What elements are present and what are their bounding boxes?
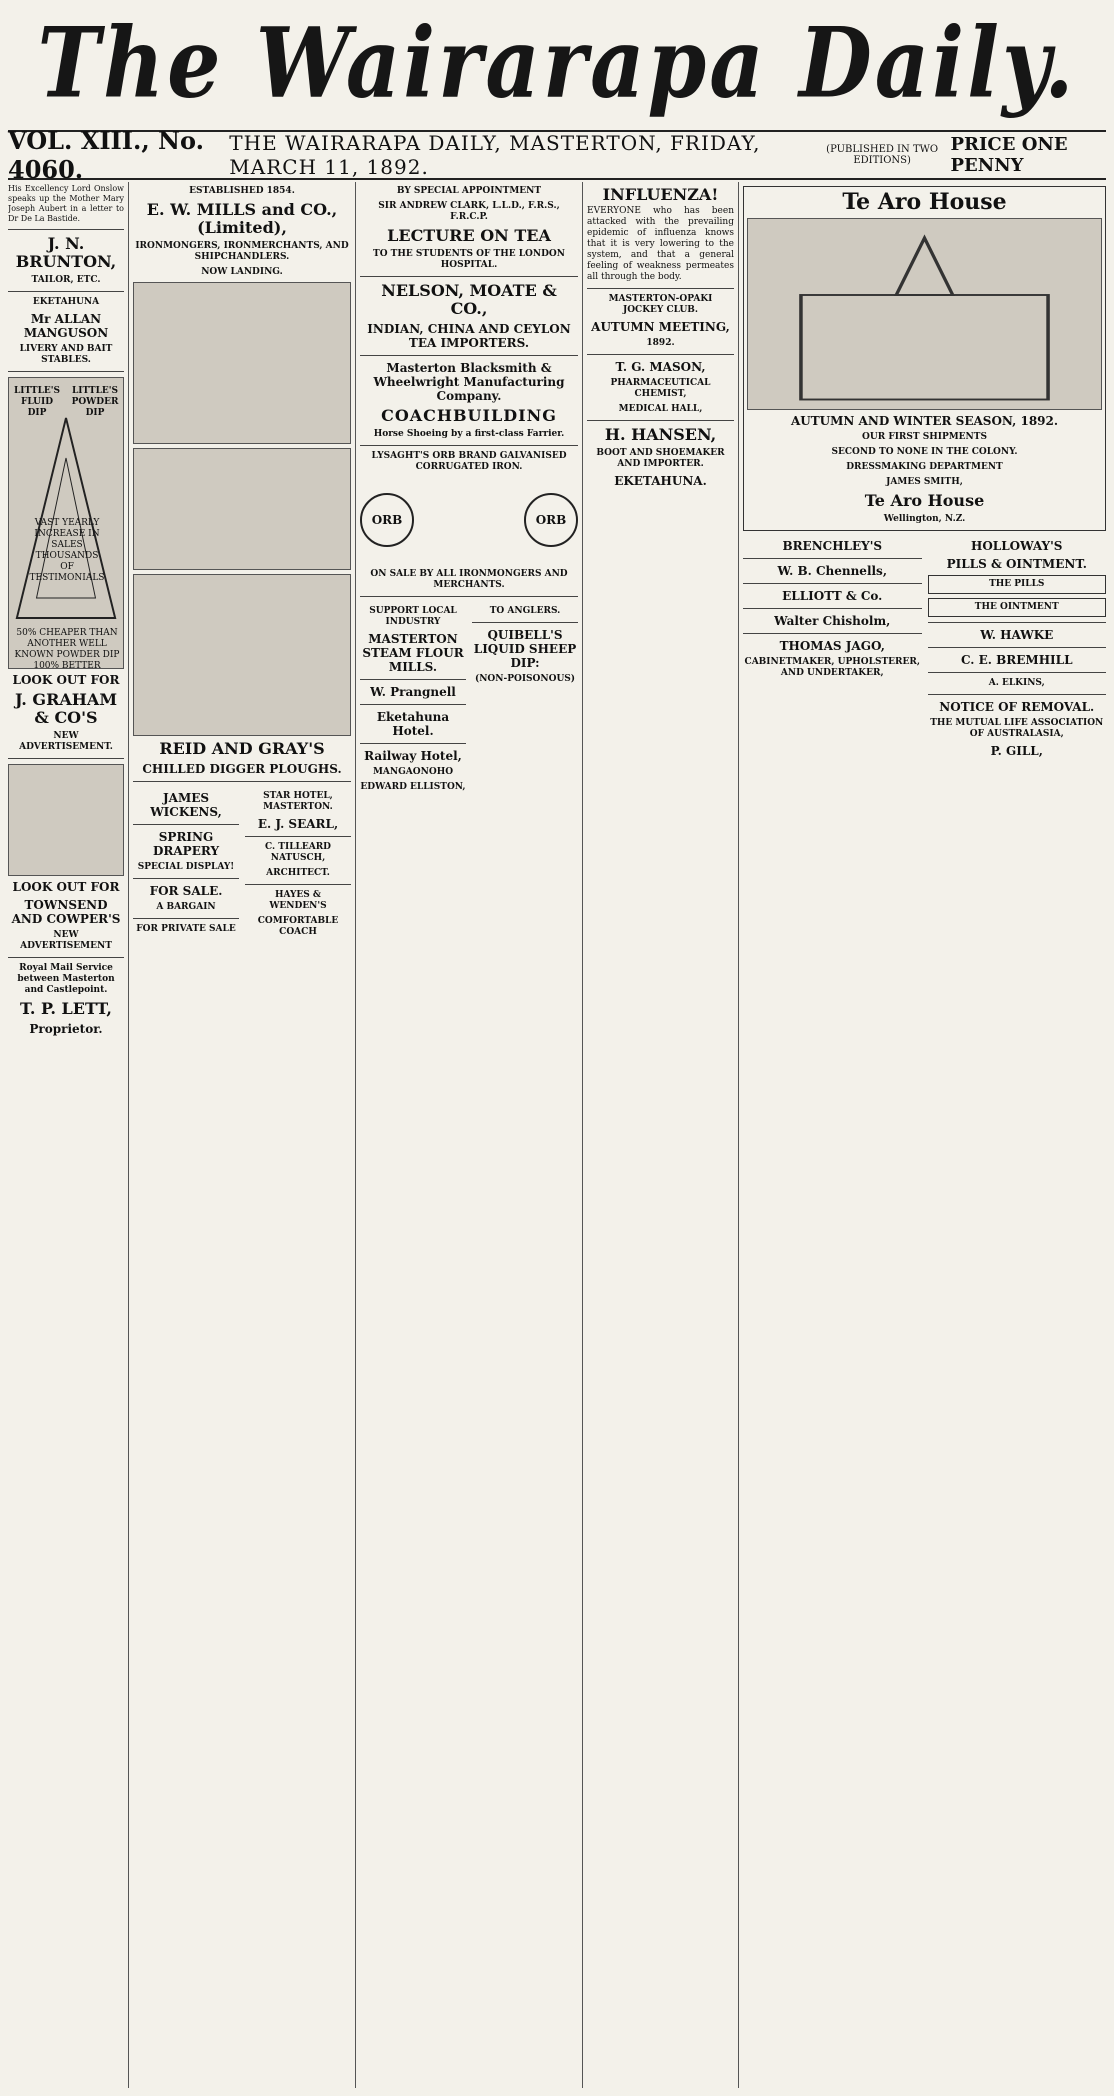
divider [245, 884, 351, 885]
divider [743, 583, 922, 584]
divider [8, 758, 124, 759]
divider [360, 276, 578, 277]
column-3 [360, 182, 578, 2088]
divider [587, 288, 734, 289]
divider [928, 622, 1107, 623]
mangusson-name: Mr ALLAN MANGUSON [23, 312, 109, 340]
lecture-title: LECTURE ON TEA [387, 226, 551, 245]
column-rule [582, 182, 583, 2088]
elliott-name: ELLIOTT & Co. [782, 589, 883, 603]
jago-sub: CABINETMAKER, UPHOLSTERER, AND UNDERTAKER, [744, 657, 920, 678]
jockey-club: MASTERTON-OPAKI JOCKEY CLUB. [608, 294, 713, 315]
divider [245, 836, 351, 837]
divider [928, 647, 1107, 648]
divider [360, 445, 578, 446]
quibell-title: QUIBELL'S LIQUID SHEEP DIP: [473, 628, 577, 670]
publication-note: (PUBLISHED IN TWO EDITIONS) [826, 144, 939, 166]
eketahuna-hotel: Eketahuna Hotel. [376, 710, 450, 738]
a-bargain: A BARGAIN [156, 902, 216, 912]
hayes-sub: COMFORTABLE COACH [257, 916, 339, 937]
horse-shoeing: Horse Shoeing by a first-class Farrier. [373, 429, 565, 439]
littles-fluid-label: LITTLE'S FLUID DIP [13, 386, 61, 418]
graham-name: J. GRAHAM & CO'S [14, 690, 118, 727]
earl-sub: STAR HOTEL, MASTERTON. [263, 791, 333, 812]
column-5 [743, 182, 1106, 2088]
column-2 [133, 182, 351, 2088]
mutual-life: THE MUTUAL LIFE ASSOCIATION OF AUSTRALASIA, [930, 718, 1104, 739]
volume-number: VOL. XIII., No. 4060. [8, 126, 204, 184]
col5-right [928, 535, 1107, 760]
divider [8, 957, 124, 958]
col3-row [360, 602, 578, 795]
divider [587, 420, 734, 421]
plough-illustration [133, 574, 351, 736]
pills-ointment: PILLS & OINTMENT. [946, 557, 1087, 571]
pills-label: THE PILLS [928, 575, 1107, 594]
townsend-sub: NEW ADVERTISEMENT [20, 930, 112, 951]
elkins-name: A. ELKINS, [988, 678, 1045, 688]
look-out-heading: LOOK OUT FOR [12, 673, 120, 687]
littles-powder-label: LITTLE'S POWDER DIP [71, 386, 119, 418]
building-icon [748, 219, 1101, 409]
lecture-sub: TO THE STUDENTS OF THE LONDON HOSPITAL. [373, 249, 565, 270]
wickens-name: JAMES WICKENS, [150, 791, 222, 819]
notice-removal: NOTICE OF REMOVAL. [939, 700, 1095, 714]
divider [360, 743, 466, 744]
masthead [0, 0, 1114, 125]
littles-centre-text: VAST YEARLY INCREASE IN SALES THOUSANDS OF TESTIMONIALS [29, 518, 105, 583]
divider [8, 291, 124, 292]
now-landing: NOW LANDING. [201, 267, 283, 277]
coachbuilding: COACHBUILDING [381, 406, 557, 425]
reid-gray: REID AND GRAY'S [159, 739, 325, 758]
railway-place: MANGAONOHO [372, 767, 454, 777]
clark-name: SIR ANDREW CLARK, L.L.D., F.R.S., F.R.C.P. [378, 201, 560, 222]
look-out-heading-2: LOOK OUT FOR [12, 880, 120, 894]
spring-sub: SPECIAL DISPLAY! [137, 862, 235, 872]
influenza-heading: INFLUENZA! [602, 185, 719, 204]
established: ESTABLISHED 1854. [189, 186, 295, 196]
for-private-sale: FOR PRIVATE SALE [136, 924, 236, 934]
divider [8, 371, 124, 372]
season-title: AUTUMN AND WINTER SEASON, 1892. [790, 414, 1059, 428]
hansen-sub: BOOT AND SHOEMAKER AND IMPORTER. [596, 448, 725, 469]
divider [743, 608, 922, 609]
quibell-sub: (NON-POISONOUS) [474, 674, 576, 684]
jago-name: THOMAS JAGO, [779, 639, 885, 653]
divider [928, 694, 1107, 695]
hawke-name: W. HAWKE [980, 628, 1054, 642]
divider [360, 596, 578, 597]
chisholm-name: Walter Chisholm, [774, 614, 891, 628]
nelson-name: NELSON, MOATE & CO., [381, 281, 557, 318]
divider [743, 633, 922, 634]
to-anglers: TO ANGLERS. [489, 606, 561, 616]
reid-gray-sub: CHILLED DIGGER PLOUGHS. [142, 762, 342, 776]
column-1 [8, 182, 124, 2088]
bremhill-name: C. E. BREMHILL [960, 653, 1073, 667]
col5-left [743, 535, 922, 760]
holloway-name: HOLLOWAY'S [971, 539, 1063, 553]
first-shipments: OUR FIRST SHIPMENTS [862, 432, 987, 442]
hansen-name: H. HANSEN, [604, 425, 717, 444]
influenza-text: EVERYONE who has been attacked with the prevailing epidemic of influenza knows that it is very lowering to the system, and that a general feeling of weakness permeates all through the body. [587, 206, 734, 282]
brunton-trade: TAILOR, ETC. [31, 275, 101, 285]
lett-title: Proprietor. [29, 1022, 103, 1036]
gill-name: P. GILL, [990, 744, 1043, 758]
col5-row [743, 535, 1106, 760]
chennells-name: W. B. Chennells, [777, 564, 887, 578]
divider [8, 229, 124, 230]
on-sale: ON SALE BY ALL IRONMONGERS AND MERCHANTS. [370, 569, 568, 590]
divider [133, 878, 239, 879]
townsend-name: TOWNSEND AND COWPER'S [11, 898, 121, 926]
column-rule [738, 182, 739, 2088]
second-to-none: SECOND TO NONE IN THE COLONY. [831, 447, 1018, 457]
medical-hall: MEDICAL HALL, [618, 404, 703, 414]
graham-sub: NEW ADVERTISEMENT. [19, 731, 113, 752]
prangnell-name: W. Prangnell [370, 685, 456, 699]
te-aro-footer: Te Aro House [864, 491, 985, 510]
divider [133, 824, 239, 825]
blacksmith-name: Masterton Blacksmith & Wheelwright Manufacturing Company. [373, 361, 565, 403]
column-4 [587, 182, 734, 2088]
divider [743, 558, 922, 559]
col2-right [245, 787, 351, 940]
col3-left [360, 602, 466, 795]
orb-logo-right [524, 493, 578, 547]
col2-left [133, 787, 239, 940]
divider [133, 918, 239, 919]
orb-label: ORB [371, 513, 403, 527]
info-bar [8, 126, 1106, 184]
mail-service-title: Royal Mail Service between Masterton and Castlepoint. [17, 963, 115, 995]
eketahuna-heading: EKETAHUNA [32, 297, 100, 307]
saddle-illustration [8, 764, 124, 876]
littles-claim: 50% CHEAPER THAN ANOTHER WELL KNOWN POWDER DIP 100% BETTER [14, 628, 120, 671]
special-appointment: BY SPECIAL APPOINTMENT [396, 186, 542, 196]
hansen-place: EKETAHUNA. [614, 474, 707, 488]
earl-name: E. J. SEARL, [257, 817, 339, 831]
orb-logo-left [360, 493, 414, 547]
james-smith: JAMES SMITH, [886, 477, 963, 487]
ellis-name: EDWARD ELLISTON, [360, 782, 466, 792]
railway-hotel: Railway Hotel, [364, 749, 462, 763]
mason-name: T. G. MASON, [615, 360, 706, 374]
harrow-illustration [133, 448, 351, 570]
natusch-sub: ARCHITECT. [266, 868, 330, 878]
masterton-flour: MASTERTON STEAM FLOUR MILLS. [362, 632, 464, 674]
onslow-letter: His Excellency Lord Onslow speaks up the Mother Mary Joseph Aubert in a letter to Dr De La Bastide. [8, 184, 124, 223]
price: PRICE ONE PENNY [950, 134, 1068, 176]
ointment-label: THE OINTMENT [928, 598, 1107, 617]
orb-label: ORB [535, 513, 567, 527]
autumn-meeting: AUTUMN MEETING, [591, 320, 730, 334]
orb-row [360, 475, 578, 565]
lett-name: T. P. LETT, [19, 999, 112, 1018]
lysaght-title: LYSAGHT'S ORB BRAND GALVANISED CORRUGATED IRON. [371, 451, 567, 472]
support-local: SUPPORT LOCAL INDUSTRY [369, 606, 457, 627]
column-rule [128, 182, 129, 2088]
divider [360, 704, 466, 705]
for-sale-heading: FOR SALE. [149, 884, 223, 898]
dressmaking: DRESSMAKING DEPARTMENT [846, 462, 1003, 472]
masthead-title: The Wairarapa Daily. [37, 5, 1077, 120]
spring-drapery: SPRING DRAPERY [152, 830, 220, 858]
brenchley-name: BRENCHLEY'S [782, 539, 883, 553]
reaper-illustration [133, 282, 351, 444]
divider [472, 622, 578, 623]
livery-note: LIVERY AND BAIT STABLES. [19, 344, 113, 365]
mills-sub: IRONMONGERS, IRONMERCHANTS, AND SHIPCHANDLERS. [135, 241, 349, 262]
mills-name: E. W. MILLS and CO., (Limited), [146, 200, 338, 237]
te-aro-location: Wellington, N.Z. [883, 514, 966, 524]
mason-sub: PHARMACEUTICAL CHEMIST, [610, 378, 711, 399]
divider [928, 672, 1107, 673]
divider [360, 355, 578, 356]
nelson-sub: INDIAN, CHINA AND CEYLON TEA IMPORTERS. [367, 322, 571, 350]
brunton-name: J. N. BRUNTON, [15, 234, 117, 271]
divider [133, 781, 351, 782]
divider [587, 354, 734, 355]
littles-dip-illustration [8, 377, 124, 669]
hayes-name: HAYES & WENDEN'S [269, 890, 327, 911]
te-aro-building-illustration [747, 218, 1102, 410]
te-aro-ad [743, 186, 1106, 531]
meeting-year: 1892. [646, 338, 675, 348]
dateline: THE WAIRARAPA DAILY, MASTERTON, FRIDAY, MARCH 11, 1892. [229, 131, 761, 179]
te-aro-title: Te Aro House [842, 189, 1007, 215]
divider [360, 679, 466, 680]
column-rule [355, 182, 356, 2088]
col3-right [472, 602, 578, 795]
natusch-name: C. TILLEARD NATUSCH, [265, 842, 331, 863]
col2-row [133, 787, 351, 940]
